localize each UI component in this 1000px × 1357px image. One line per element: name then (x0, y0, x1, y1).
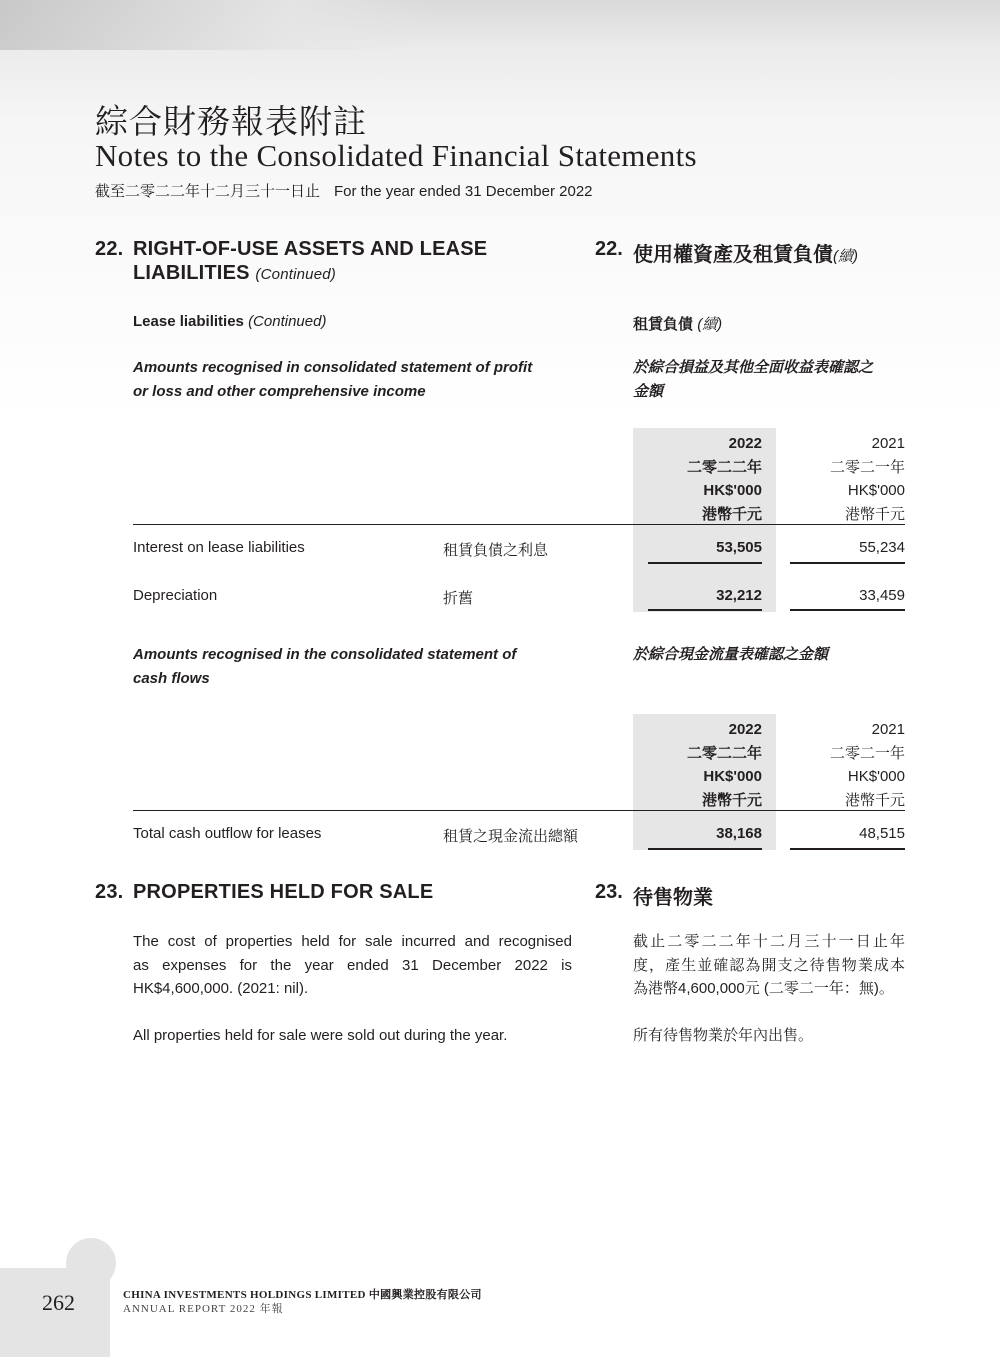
underline (790, 609, 905, 611)
pl-col-header-2022: 2022 二零二二年 HK$'000 港幣千元 (686, 435, 762, 523)
note22-heading-en-line2: LIABILITIES (Continued) (133, 262, 336, 284)
page-number: 262 (42, 1290, 75, 1315)
note23-paragraph2-zh: 所有待售物業於年內出售。 (633, 1027, 814, 1044)
period-zh: 截至二零二二年十二月三十一日止 (95, 183, 321, 200)
value-2021: 48,515 (859, 825, 905, 842)
table-header-rule (133, 810, 905, 811)
value-2021: 33,459 (859, 587, 905, 604)
value-2022: 32,212 (716, 587, 762, 604)
cf-col-header-2022: 2022 二零二二年 HK$'000 港幣千元 (686, 721, 762, 809)
value-2021: 55,234 (859, 539, 905, 556)
note22-heading-zh: 使用權資產及租賃負債(續) (633, 244, 858, 266)
page-title-en: Notes to the Consolidated Financial Statements (95, 138, 697, 173)
row-label-en: Interest on lease liabilities (133, 539, 305, 556)
underline (648, 848, 762, 850)
footer-decorative-circle (66, 1238, 116, 1288)
value-2022: 53,505 (716, 539, 762, 556)
underline (790, 848, 905, 850)
underline (790, 562, 905, 564)
period-en: For the year ended 31 December 2022 (334, 183, 593, 200)
note23-number-zh: 23. (595, 881, 623, 903)
continued-label: (Continued) (255, 266, 336, 283)
cf-section-title-en: Amounts recognised in the consolidated statement of cash flows (133, 646, 517, 687)
row-label-zh: 租賃之現金流出總額 (443, 828, 579, 845)
note23-heading-en: PROPERTIES HELD FOR SALE (133, 881, 434, 903)
note22-heading-en-line1: RIGHT-OF-USE ASSETS AND LEASE (133, 238, 488, 260)
row-label-en: Depreciation (133, 587, 218, 604)
value-2022: 38,168 (716, 825, 762, 842)
pl-col-header-2021: 2021 二零二一年 HK$'000 港幣千元 (829, 435, 905, 523)
row-label-en: Total cash outflow for leases (133, 825, 322, 842)
row-label-zh: 租賃負債之利息 (443, 542, 549, 559)
footer-company-name: CHINA INVESTMENTS HOLDINGS LIMITED 中國興業控股有限公司 (123, 1289, 482, 1301)
row-label-zh: 折舊 (443, 590, 474, 607)
note23-paragraph1-zh: 截止二零二二年十二月三十一日止年 度，產生並確認為開支之待售物業成本 為港幣4,600,000元 (二零二一年：無)。 (633, 933, 905, 997)
note23-heading-zh: 待售物業 (633, 887, 713, 909)
underline (648, 609, 762, 611)
continued-label-zh: (續) (833, 248, 858, 265)
footer-report-name: ANNUAL REPORT 2022 年報 (123, 1303, 284, 1315)
cf-col-header-2021: 2021 二零二一年 HK$'000 港幣千元 (829, 721, 905, 809)
table-header-rule (133, 524, 905, 525)
note22-number-zh: 22. (595, 238, 623, 260)
period-subtitle (95, 180, 593, 201)
pl-section-title-en: Amounts recognised in consolidated statement of profit or loss and other comprehensive income (133, 359, 533, 400)
cf-section-title-zh: 於綜合現金流量表確認之金額 (633, 646, 829, 663)
note23-paragraph1-en: The cost of properties held for sale incurred and recognised as expenses for the year ended 31 December 2022 is HK$4,600,000. (2021: nil). (133, 933, 572, 997)
decorative-swoosh (0, 0, 440, 50)
lease-liabilities-subheading-zh: 租賃負債 (續) (633, 316, 723, 333)
lease-liabilities-subheading-en: Lease liabilities (Continued) (133, 313, 327, 330)
underline (648, 562, 762, 564)
pl-section-title-zh: 於綜合損益及其他全面收益表確認之 金額 (633, 359, 874, 400)
note23-paragraph2-en: All properties held for sale were sold out during the year. (133, 1027, 508, 1044)
note23-number-en: 23. (95, 881, 124, 903)
note22-number-en: 22. (95, 238, 124, 260)
page-title-zh: 綜合財務報表附註 (95, 102, 367, 141)
